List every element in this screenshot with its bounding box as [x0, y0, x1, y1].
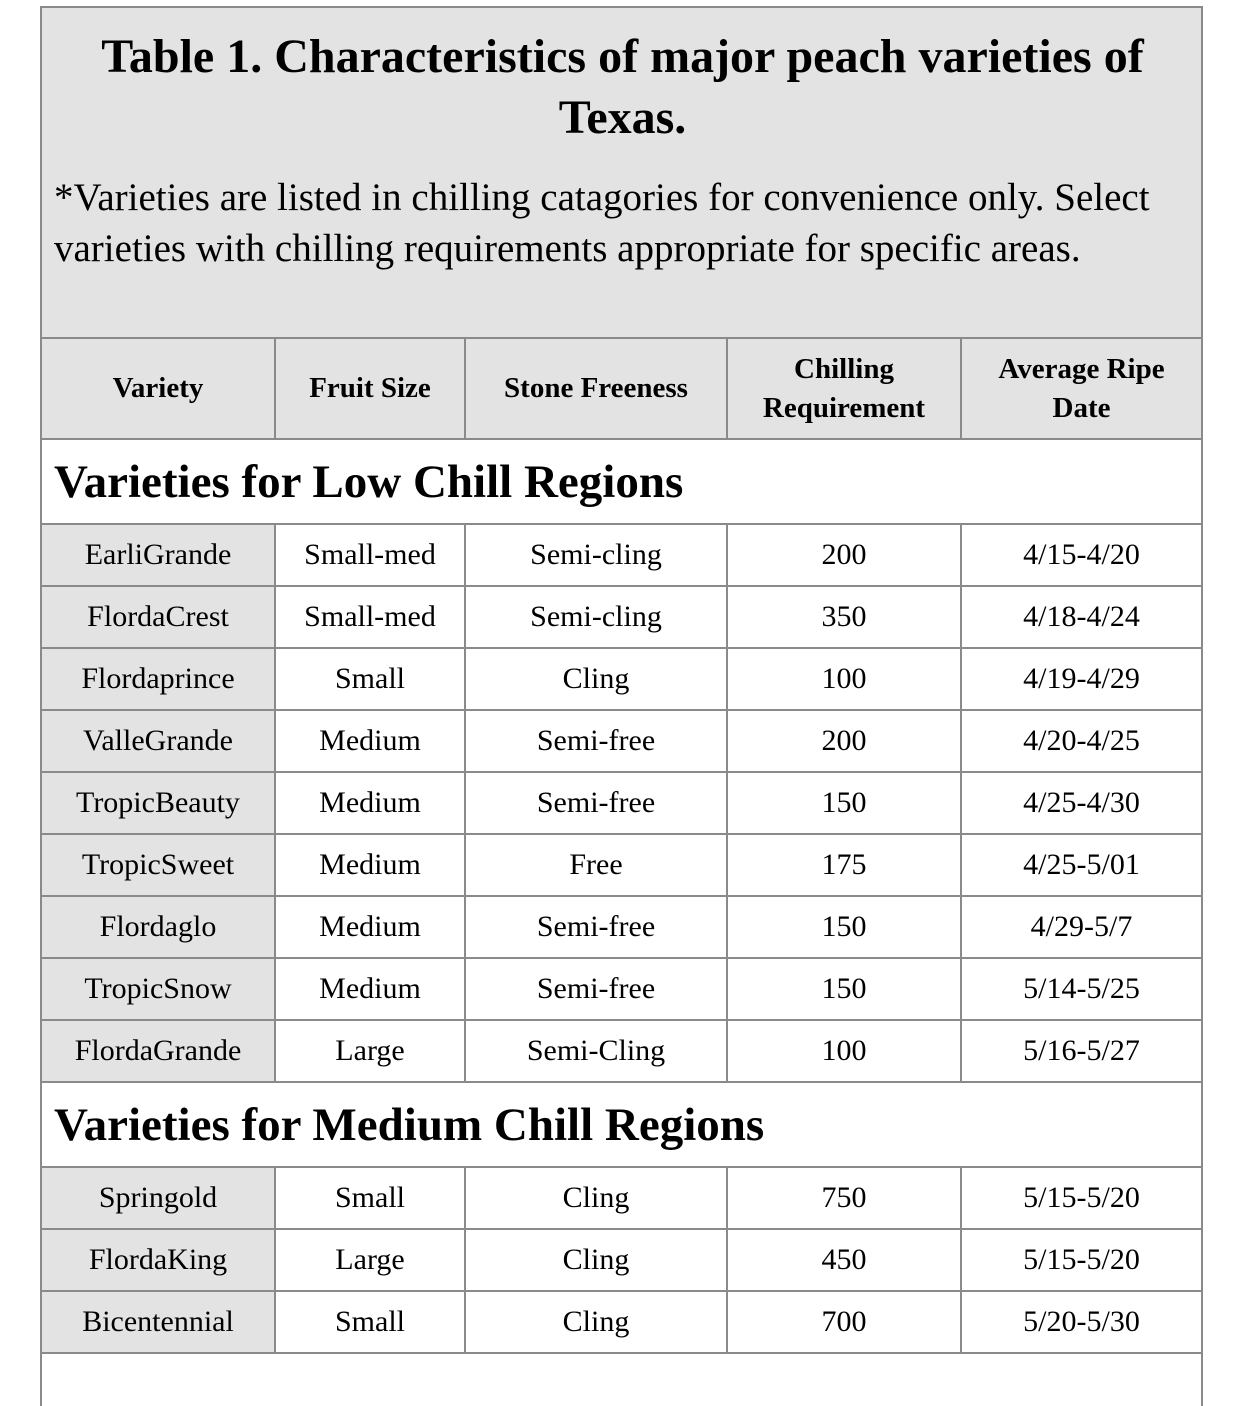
- cell-average-ripe-date: 5/20-5/30: [961, 1291, 1201, 1353]
- table-row: [42, 896, 1201, 958]
- table-body: [42, 439, 1201, 1353]
- cell-average-ripe-date: 5/14-5/25: [961, 958, 1201, 1020]
- column-header-variety: Variety: [42, 339, 275, 439]
- cell-chilling-requirement: 200: [727, 710, 961, 772]
- column-header-chilling-requirement: Chilling Requirement: [727, 339, 961, 439]
- cell-variety: FlordaGrande: [42, 1020, 275, 1082]
- cell-variety: TropicSweet: [42, 834, 275, 896]
- table-note: *Varieties are listed in chilling catagories for convenience only. Select varieties with chilling requirements appropriate for specific areas.: [54, 176, 1150, 270]
- peach-varieties-table: [42, 339, 1201, 1354]
- cell-chilling-requirement: 100: [727, 1020, 961, 1082]
- table-row: [42, 834, 1201, 896]
- cell-fruit-size: Small: [275, 1291, 465, 1353]
- cell-fruit-size: Small: [275, 648, 465, 710]
- cell-stone-freeness: Cling: [465, 1167, 727, 1229]
- cell-variety: ValleGrande: [42, 710, 275, 772]
- cell-variety: Flordaglo: [42, 896, 275, 958]
- cell-fruit-size: Medium: [275, 896, 465, 958]
- cell-average-ripe-date: 5/15-5/20: [961, 1167, 1201, 1229]
- cell-average-ripe-date: 4/19-4/29: [961, 648, 1201, 710]
- cell-fruit-size: Large: [275, 1229, 465, 1291]
- column-header-stone-freeness: Stone Freeness: [465, 339, 727, 439]
- table-row: [42, 1291, 1201, 1353]
- section-heading: Varieties for Low Chill Regions: [42, 439, 1201, 524]
- table-caption: [42, 8, 1201, 339]
- cell-variety: TropicSnow: [42, 958, 275, 1020]
- cell-chilling-requirement: 100: [727, 648, 961, 710]
- table-row: [42, 586, 1201, 648]
- cell-chilling-requirement: 750: [727, 1167, 961, 1229]
- table-row: [42, 1167, 1201, 1229]
- table-row: [42, 648, 1201, 710]
- cell-stone-freeness: Semi-free: [465, 958, 727, 1020]
- cell-chilling-requirement: 150: [727, 958, 961, 1020]
- cell-variety: EarliGrande: [42, 524, 275, 586]
- cell-stone-freeness: Semi-Cling: [465, 1020, 727, 1082]
- section-header-row: [42, 1082, 1201, 1167]
- table-row: [42, 772, 1201, 834]
- cell-fruit-size: Medium: [275, 834, 465, 896]
- cell-stone-freeness: Semi-cling: [465, 524, 727, 586]
- peach-varieties-table-container: [40, 6, 1203, 1406]
- cell-fruit-size: Medium: [275, 772, 465, 834]
- cell-variety: FlordaKing: [42, 1229, 275, 1291]
- cell-variety: TropicBeauty: [42, 772, 275, 834]
- table-row: [42, 710, 1201, 772]
- cell-chilling-requirement: 150: [727, 896, 961, 958]
- table-row: [42, 524, 1201, 586]
- table-row: [42, 1229, 1201, 1291]
- cell-stone-freeness: Cling: [465, 1291, 727, 1353]
- table-title: Table 1. Characteristics of major peach varieties of Texas.: [101, 30, 1144, 144]
- cell-variety: Flordaprince: [42, 648, 275, 710]
- section-heading: Varieties for Medium Chill Regions: [42, 1082, 1201, 1167]
- cell-stone-freeness: Free: [465, 834, 727, 896]
- cell-fruit-size: Small-med: [275, 586, 465, 648]
- cell-chilling-requirement: 350: [727, 586, 961, 648]
- cell-average-ripe-date: 4/20-4/25: [961, 710, 1201, 772]
- column-header-average-ripe-date: Average Ripe Date: [961, 339, 1201, 439]
- cell-stone-freeness: Semi-free: [465, 896, 727, 958]
- table-header-row: [42, 339, 1201, 439]
- cell-average-ripe-date: 4/29-5/7: [961, 896, 1201, 958]
- cell-chilling-requirement: 700: [727, 1291, 961, 1353]
- cell-average-ripe-date: 4/15-4/20: [961, 524, 1201, 586]
- cell-fruit-size: Medium: [275, 958, 465, 1020]
- cell-average-ripe-date: 4/18-4/24: [961, 586, 1201, 648]
- cell-variety: FlordaCrest: [42, 586, 275, 648]
- cell-variety: Springold: [42, 1167, 275, 1229]
- section-header-row: [42, 439, 1201, 524]
- cell-stone-freeness: Cling: [465, 1229, 727, 1291]
- cell-stone-freeness: Semi-free: [465, 772, 727, 834]
- table-row: [42, 1020, 1201, 1082]
- cell-stone-freeness: Cling: [465, 648, 727, 710]
- cell-chilling-requirement: 450: [727, 1229, 961, 1291]
- cell-average-ripe-date: 5/15-5/20: [961, 1229, 1201, 1291]
- cell-average-ripe-date: 4/25-5/01: [961, 834, 1201, 896]
- cell-average-ripe-date: 5/16-5/27: [961, 1020, 1201, 1082]
- cell-chilling-requirement: 175: [727, 834, 961, 896]
- cell-variety: Bicentennial: [42, 1291, 275, 1353]
- cell-chilling-requirement: 200: [727, 524, 961, 586]
- cell-chilling-requirement: 150: [727, 772, 961, 834]
- table-row: [42, 958, 1201, 1020]
- cell-fruit-size: Small: [275, 1167, 465, 1229]
- cell-average-ripe-date: 4/25-4/30: [961, 772, 1201, 834]
- cell-fruit-size: Large: [275, 1020, 465, 1082]
- cell-stone-freeness: Semi-cling: [465, 586, 727, 648]
- cell-stone-freeness: Semi-free: [465, 710, 727, 772]
- cell-fruit-size: Medium: [275, 710, 465, 772]
- column-header-fruit-size: Fruit Size: [275, 339, 465, 439]
- cell-fruit-size: Small-med: [275, 524, 465, 586]
